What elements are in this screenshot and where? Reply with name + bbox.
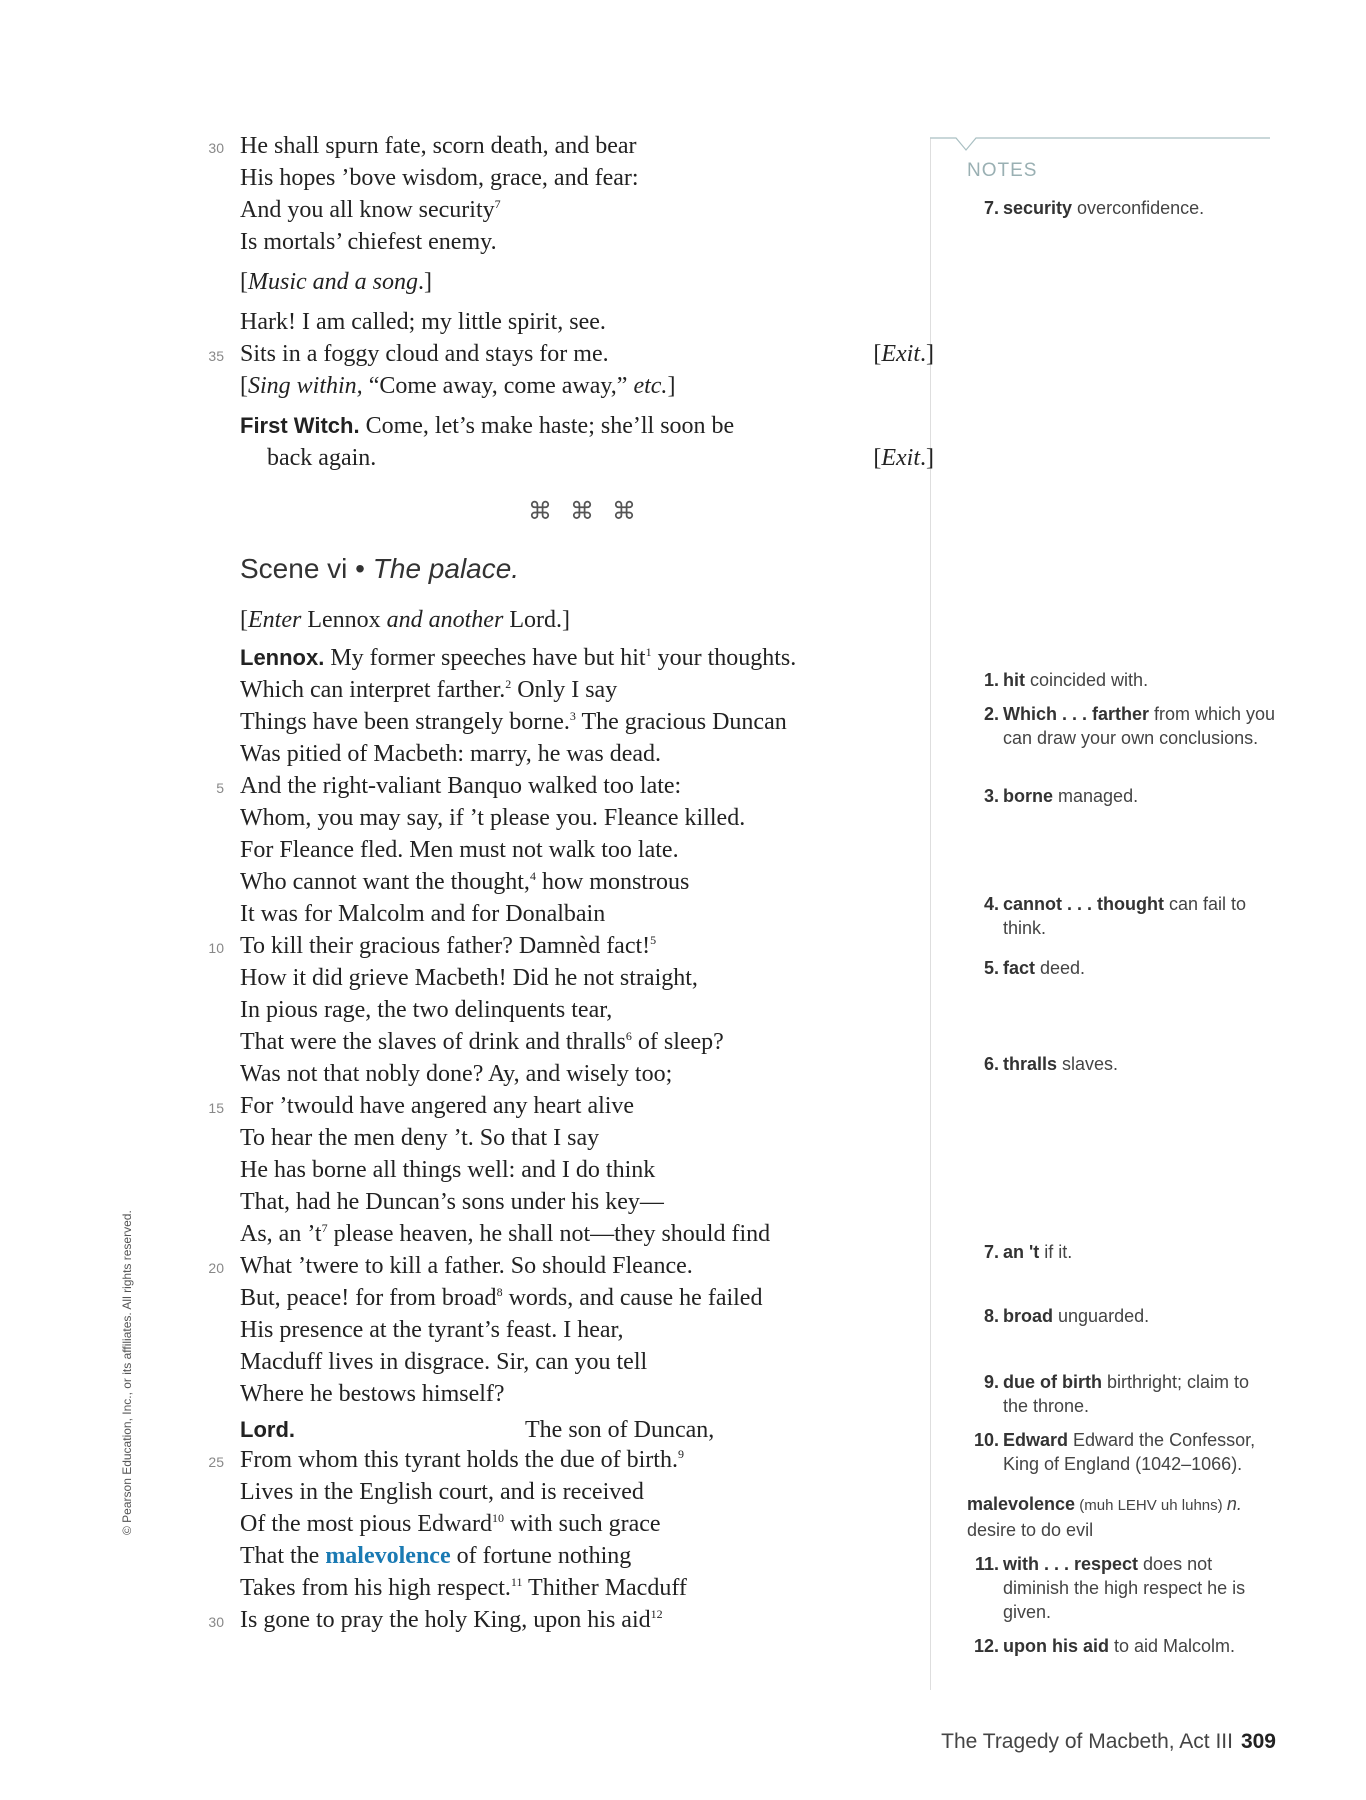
verse-line bbox=[240, 834, 930, 866]
line-text: The son of Duncan, bbox=[525, 1417, 715, 1443]
verse-line bbox=[240, 1314, 930, 1346]
stage-direction: [Music and a song.] bbox=[240, 269, 432, 295]
footnote: 6. thralls slaves. bbox=[983, 1054, 1119, 1074]
footnote-marker: 6 bbox=[625, 1029, 632, 1043]
copyright-notice: © Pearson Education, Inc., or its affiliates. All rights reserved. bbox=[120, 1210, 134, 1535]
line-text: Takes from his high respect. bbox=[240, 1575, 511, 1601]
footnote: 12. upon his aid to aid Malcolm. bbox=[973, 1636, 1236, 1656]
footnote-marker: 5 bbox=[650, 933, 657, 947]
line-text: He has borne all things well: and I do think bbox=[240, 1157, 656, 1183]
footnote: 7. an 't if it. bbox=[983, 1242, 1073, 1262]
section-ornament: ⌘ ⌘ ⌘ bbox=[528, 499, 642, 525]
verse-line bbox=[240, 410, 930, 442]
verse-line bbox=[240, 162, 930, 194]
footnote-marker: 1 bbox=[645, 645, 652, 659]
verse-line bbox=[208, 338, 934, 370]
verse-line bbox=[208, 130, 930, 162]
line-number: 30 bbox=[208, 1614, 224, 1630]
verse-line bbox=[240, 1476, 930, 1508]
verse-line bbox=[240, 706, 930, 738]
verse-line bbox=[240, 738, 930, 770]
verse-line bbox=[240, 898, 930, 930]
line-text: words, and cause he failed bbox=[502, 1285, 763, 1311]
line-text: Of the most pious Edward bbox=[240, 1511, 492, 1537]
verse-line bbox=[240, 962, 930, 994]
verse-line bbox=[240, 1218, 930, 1250]
line-text: Sits in a foggy cloud and stays for me. bbox=[240, 341, 609, 367]
line-text: Whom, you may say, if ’t please you. Fleance killed. bbox=[240, 805, 746, 831]
verse-line bbox=[240, 1508, 930, 1540]
line-text: Which can interpret farther. bbox=[240, 677, 506, 703]
line-text: My former speeches have but hit bbox=[324, 645, 646, 671]
line-text: Is gone to pray the holy King, upon his aid bbox=[240, 1607, 651, 1633]
footnote: 11. with . . . respect does not diminish the high respect he is given. bbox=[974, 1554, 1246, 1622]
line-text: Only I say bbox=[511, 677, 618, 703]
line-text: Where he bestows himself? bbox=[240, 1381, 505, 1407]
footnote: 9. due of birth birthright; claim to the throne. bbox=[983, 1372, 1250, 1416]
line-text: In pious rage, the two delinquents tear, bbox=[240, 997, 613, 1023]
line-text: It was for Malcolm and for Donalbain bbox=[240, 901, 606, 927]
line-number: 5 bbox=[216, 780, 224, 796]
verse-line bbox=[240, 994, 930, 1026]
verse-line bbox=[240, 1572, 930, 1604]
line-text: That the bbox=[240, 1543, 326, 1569]
line-text: Thither Macduff bbox=[522, 1575, 687, 1601]
line-text: back again. bbox=[267, 445, 377, 471]
line-text: with such grace bbox=[503, 1511, 661, 1537]
verse-line bbox=[240, 1122, 930, 1154]
speaker-name: Lennox. bbox=[240, 645, 325, 670]
verse-line bbox=[240, 1540, 930, 1572]
line-text: please heaven, he shall not—they should find bbox=[327, 1221, 771, 1247]
line-text: And you all know security bbox=[240, 197, 495, 223]
line-text: As, an ’t bbox=[240, 1221, 322, 1247]
verse-line bbox=[208, 1250, 930, 1282]
line-text: That were the slaves of drink and thralls bbox=[240, 1029, 626, 1055]
stage-direction: [Enter Lennox and another Lord.] bbox=[240, 607, 570, 633]
stage-direction: [Sing within, “Come away, come away,” etc.] bbox=[240, 373, 676, 399]
line-number: 25 bbox=[208, 1454, 224, 1470]
verse-line bbox=[240, 642, 930, 674]
verse-line bbox=[240, 674, 930, 706]
footnote-marker: 12 bbox=[650, 1607, 663, 1621]
verse-line bbox=[240, 1186, 930, 1218]
line-number: 30 bbox=[208, 140, 224, 156]
verse-line bbox=[216, 770, 930, 802]
verse-line bbox=[240, 866, 930, 898]
line-text: of fortune nothing bbox=[450, 1543, 632, 1569]
line-text: Hark! I am called; my little spirit, see. bbox=[240, 309, 606, 335]
line-text: His presence at the tyrant’s feast. I hear, bbox=[240, 1317, 624, 1343]
verse-line bbox=[208, 1604, 930, 1636]
verse-line bbox=[240, 1282, 930, 1314]
line-text: And the right-valiant Banquo walked too late: bbox=[240, 773, 682, 799]
vocabulary-word[interactable]: malevolence bbox=[325, 1543, 451, 1569]
footnote-marker: 9 bbox=[677, 1447, 684, 1461]
line-text: His hopes ’bove wisdom, grace, and fear: bbox=[240, 165, 639, 191]
notes-title: NOTES bbox=[967, 160, 1038, 181]
verse-block bbox=[208, 1444, 930, 1636]
footnote-marker: 10 bbox=[491, 1511, 504, 1525]
line-text: To kill their gracious father? Damnèd fact! bbox=[240, 933, 651, 959]
verse-line bbox=[240, 194, 930, 226]
scene-heading: Scene vi • The palace. bbox=[240, 553, 520, 584]
footnote-marker: 2 bbox=[505, 677, 512, 691]
footnote: 8. broad unguarded. bbox=[983, 1306, 1150, 1326]
line-number: 35 bbox=[208, 348, 224, 364]
verse-line bbox=[208, 1090, 930, 1122]
line-text: Macduff lives in disgrace. Sir, can you tell bbox=[240, 1349, 648, 1375]
verse-line bbox=[240, 1058, 930, 1090]
line-text: From whom this tyrant holds the due of birth. bbox=[240, 1447, 678, 1473]
line-text: of sleep? bbox=[631, 1029, 724, 1055]
line-text: Things have been strangely borne. bbox=[240, 709, 570, 735]
line-text: To hear the men deny ’t. So that I say bbox=[240, 1125, 600, 1151]
footnote-marker: 3 bbox=[569, 709, 576, 723]
verse-line bbox=[240, 306, 930, 338]
page-number: 309 bbox=[1240, 1730, 1276, 1753]
verse-line bbox=[240, 226, 930, 258]
line-text: your thoughts. bbox=[651, 645, 797, 671]
exit-direction: [Exit.] bbox=[873, 341, 934, 367]
line-text: Was not that nobly done? Ay, and wisely too; bbox=[240, 1061, 673, 1087]
verse-line bbox=[208, 1444, 930, 1476]
line-number: 10 bbox=[208, 940, 224, 956]
line-text: Was pitied of Macbeth: marry, he was dead. bbox=[240, 741, 662, 767]
line-text: For ’twould have angered any heart alive bbox=[240, 1093, 635, 1119]
line-number: 15 bbox=[208, 1100, 224, 1116]
line-text: Come, let’s make haste; she’ll soon be bbox=[359, 413, 735, 439]
line-text: That, had he Duncan’s sons under his key— bbox=[240, 1189, 664, 1215]
footnote: 7. security overconfidence. bbox=[983, 198, 1205, 218]
line-text: Lives in the English court, and is received bbox=[240, 1479, 644, 1505]
exit-direction: [Exit.] bbox=[873, 445, 934, 471]
footnote: 2. Which . . . farther from which you can draw your own conclusions. bbox=[983, 704, 1276, 748]
line-text: How it did grieve Macbeth! Did he not straight, bbox=[240, 965, 698, 991]
line-text: For Fleance fled. Men must not walk too late. bbox=[240, 837, 679, 863]
line-text: Is mortals’ chiefest enemy. bbox=[240, 229, 497, 255]
running-title: The Tragedy of Macbeth, Act III bbox=[941, 1730, 1233, 1753]
verse-line bbox=[240, 1346, 930, 1378]
footnote-marker: 8 bbox=[496, 1285, 503, 1299]
footnote-marker: 7 bbox=[321, 1221, 328, 1235]
speaker-name: Lord. bbox=[240, 1417, 295, 1442]
page-footer bbox=[941, 1730, 1276, 1754]
line-text: The gracious Duncan bbox=[575, 709, 787, 735]
footnote: 3. borne managed. bbox=[983, 786, 1139, 806]
verse-line bbox=[240, 1378, 930, 1410]
line-text: What ’twere to kill a father. So should Fleance. bbox=[240, 1253, 693, 1279]
verse-line bbox=[240, 802, 930, 834]
line-text: Who cannot want the thought, bbox=[240, 869, 530, 895]
line-text: He shall spurn fate, scorn death, and bear bbox=[240, 133, 637, 159]
verse-line bbox=[240, 1414, 930, 1444]
line-text: how monstrous bbox=[535, 869, 690, 895]
footnote: 4. cannot . . . thought can fail to think. bbox=[983, 894, 1247, 938]
speaker-name: First Witch. bbox=[240, 413, 360, 438]
footnote-marker: 11 bbox=[510, 1575, 523, 1589]
footnote: 10. Edward Edward the Confessor, King of England (1042–1066). bbox=[973, 1430, 1256, 1474]
footnote: 1. hit coincided with. bbox=[983, 670, 1149, 690]
footnote-marker: 4 bbox=[529, 869, 536, 883]
vocabulary-definition: malevolence (muh LEHV uh luhns) n. desire to do evil bbox=[967, 1494, 1242, 1540]
footnote-marker: 7 bbox=[494, 197, 501, 211]
verse-block bbox=[208, 642, 930, 1410]
play-text bbox=[208, 130, 934, 1636]
verse-line bbox=[240, 1026, 930, 1058]
footnote: 5. fact deed. bbox=[983, 958, 1086, 978]
verse-line bbox=[240, 1154, 930, 1186]
verse-line bbox=[208, 930, 930, 962]
line-number: 20 bbox=[208, 1260, 224, 1276]
line-text: But, peace! for from broad bbox=[240, 1285, 497, 1311]
verse-line bbox=[240, 442, 934, 474]
